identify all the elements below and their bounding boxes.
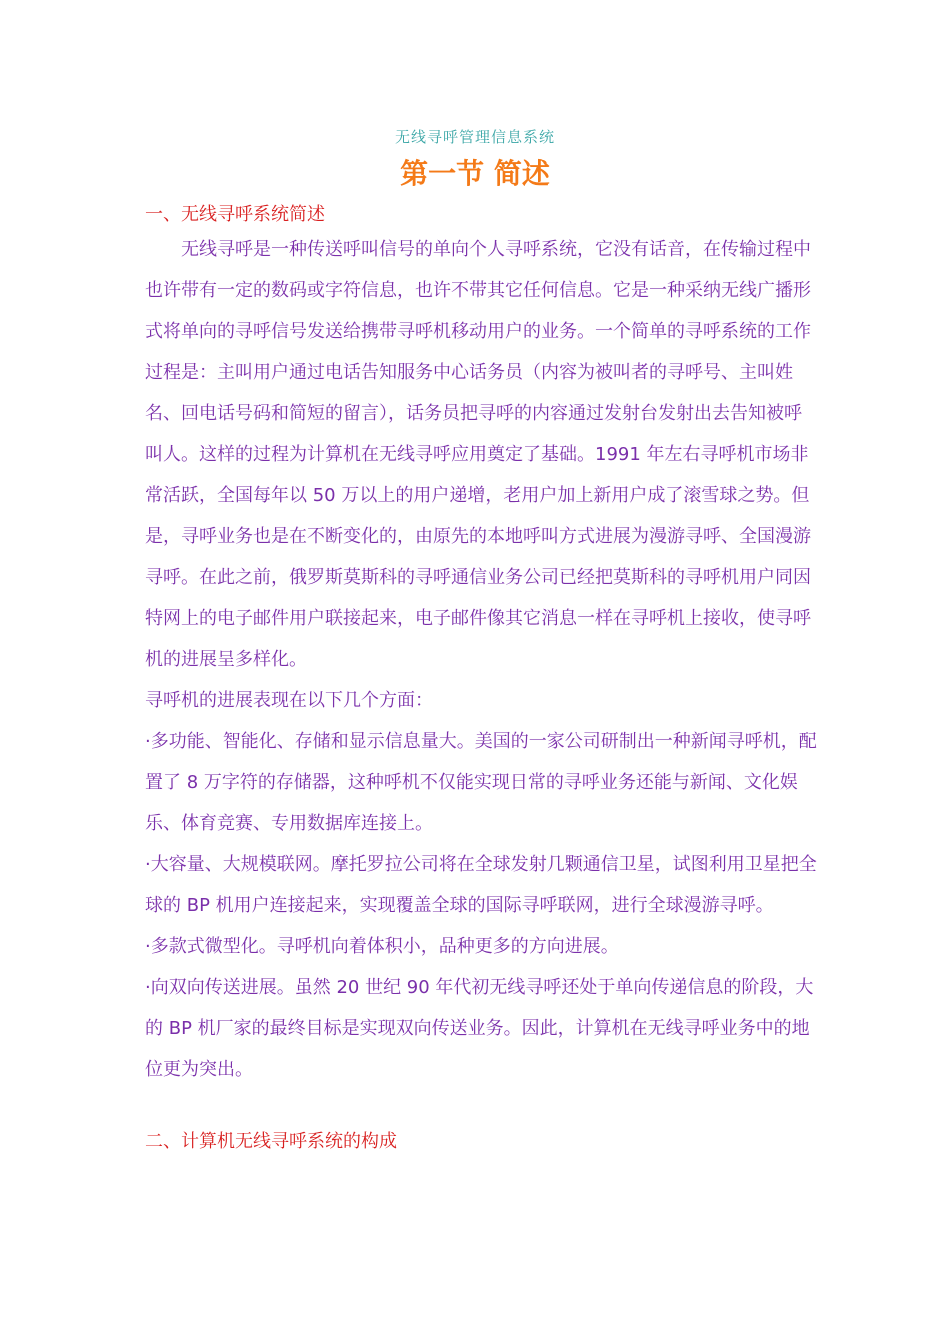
heading-2: 二、计算机无线寻呼系统的构成 bbox=[145, 1131, 397, 1152]
bullet-2: ·大容量、大规模联网。摩托罗拉公司将在全球发射几颗通信卫星，试图利用卫星把全球的 BP 机用户连接起来，实现覆盖全球的国际寻呼联网，进行全球漫游寻呼。 bbox=[145, 854, 817, 916]
paragraph-1: 无线寻呼是一种传送呼叫信号的单向个人寻呼系统，它没有话音，在传输过程中也许带有一定的数码或字符信息，也许不带其它任何信息。它是一种采纳无线广播形式将单向的寻呼信号发送给携带寻呼机移动用户的业务。一个简单的寻呼系统的工作过程是：主叫用户通过电话告知服务中心话务员（内容为被叫者的寻呼号、主叫姓名、回电话号码和简短的留言），话务员把寻呼的内容通过发射台发射出去告知被呼叫人。这样的过程为计算机在无线寻呼应用奠定了基础。1991 年左右寻呼机市场非常活跃，全国每年以 50 万以上的用户递增，老用户加上新用户成了滚雪球之势。但是，寻呼业务也是在不断变化的，由原先的本地呼叫方式进展为漫游寻呼、全国漫游寻呼。在此之前，俄罗斯莫斯科的寻呼通信业务公司已经把莫斯科的寻呼机用户同因特网上的电子邮件用户联接起来，电子邮件像其它消息一样在寻呼机上接收，使寻呼机的进展呈多样化。 bbox=[145, 239, 811, 670]
paragraph-2: 寻呼机的进展表现在以下几个方面： bbox=[145, 690, 433, 711]
bullet-4: ·向双向传送进展。虽然 20 世纪 90 年代初无线寻呼还处于单向传递信息的阶段，大的 BP 机厂家的最终目标是实现双向传送业务。因此，计算机在无线寻呼业务中的地位更为突出。 bbox=[145, 977, 814, 1080]
running-title: 无线寻呼管理信息系统 bbox=[394, 128, 555, 146]
section-title: 第一节 简述 bbox=[400, 157, 550, 190]
heading-1: 一、无线寻呼系统简述 bbox=[145, 204, 325, 225]
bullet-3: ·多款式微型化。寻呼机向着体积小，品种更多的方向进展。 bbox=[145, 936, 619, 957]
bullet-1: ·多功能、智能化、存储和显示信息量大。美国的一家公司研制出一种新闻寻呼机，配置了 8 万字符的存储器，这种呼机不仅能实现日常的寻呼业务还能与新闻、文化娱乐、体育竞赛、专用数据库连接上。 bbox=[145, 731, 817, 834]
body-text bbox=[145, 229, 817, 1090]
